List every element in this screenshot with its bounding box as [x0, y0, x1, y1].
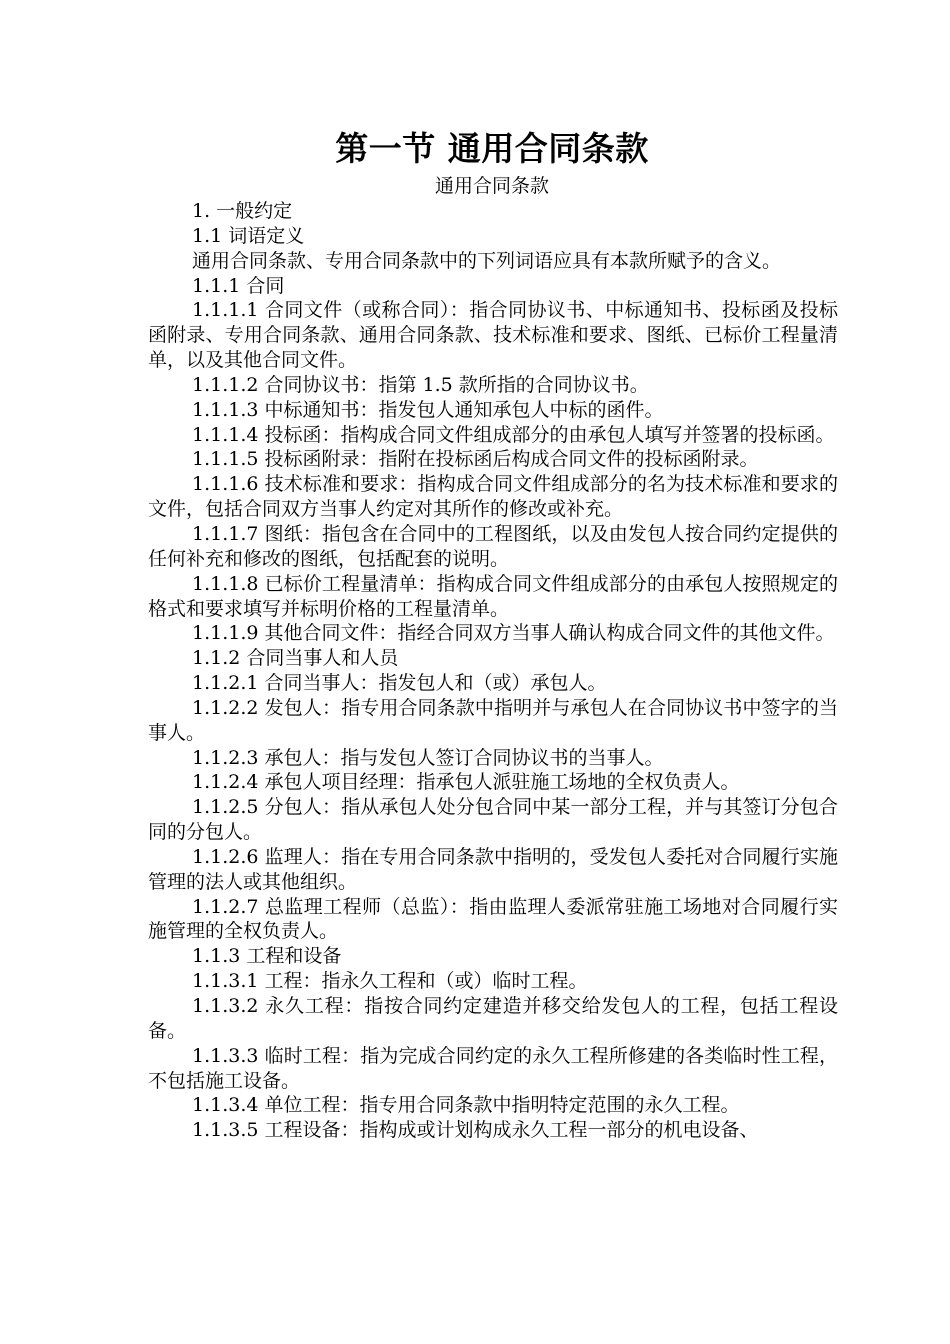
- paragraph: 1. 一般约定: [192, 200, 293, 222]
- paragraph: 1.1 词语定义: [192, 224, 305, 247]
- paragraph: 1.1.1.6 技术标准和要求：指构成合同文件组成部分的名为技术标准和要求的文件，包括合同双方当事人约定对其所作的修改或补充。: [148, 473, 838, 521]
- paragraph: 1.1.3.1 工程：指永久工程和（或）临时工程。: [192, 970, 588, 993]
- document-body: [148, 199, 838, 1143]
- paragraph: 1.1.1.3 中标通知书：指发包人通知承包人中标的函件。: [192, 398, 664, 421]
- page-subtitle: 通用合同条款: [434, 175, 549, 197]
- paragraph: 1.1.2.1 合同当事人：指发包人和（或）承包人。: [192, 672, 607, 695]
- paragraph: 通用合同条款、专用合同条款中的下列词语应具有本款所赋予的含义。: [192, 249, 782, 272]
- paragraph: 1.1.1.1 合同文件（或称合同）：指合同协议书、中标通知书、投标函及投标函附录、专用合同条款、通用合同条款、技术标准和要求、图纸、已标价工程量清单，以及其他合同文件。: [148, 299, 838, 372]
- paragraph: 1.1.1.2 合同协议书：指第 1.5 款所指的合同协议书。: [192, 373, 649, 396]
- paragraph: 1.1.1 合同: [192, 274, 285, 297]
- paragraph: 1.1.3.3 临时工程：指为完成合同约定的永久工程所修建的各类临时性工程，不包括施工设备。: [148, 1044, 838, 1092]
- page-title: 第一节 通用合同条款: [335, 129, 649, 168]
- paragraph: 1.1.2.2 发包人：指专用合同条款中指明并与承包人在合同协议书中签字的当事人。: [148, 696, 838, 744]
- paragraph: 1.1.1.7 图纸：指包含在合同中的工程图纸，以及由发包人按合同约定提供的任何补充和修改的图纸，包括配套的说明。: [148, 522, 838, 570]
- paragraph: 1.1.1.4 投标函：指构成合同文件组成部分的由承包人填写并签署的投标函。: [192, 423, 835, 446]
- paragraph: 1.1.2.5 分包人：指从承包人处分包合同中某一部分工程，并与其签订分包合同的分包人。: [148, 796, 838, 844]
- paragraph: 1.1.2.7 总监理工程师（总监）：指由监理人委派常驻施工场地对合同履行实施管理的全权负责人。: [148, 895, 838, 943]
- paragraph: 1.1.3.5 工程设备：指构成或计划构成永久工程一部分的机电设备、: [192, 1119, 759, 1142]
- paragraph: 1.1.1.8 已标价工程量清单：指构成合同文件组成部分的由承包人按照规定的格式和要求填写并标明价格的工程量清单。: [148, 572, 838, 620]
- paragraph: 1.1.3.4 单位工程：指专用合同条款中指明特定范围的永久工程。: [192, 1094, 740, 1117]
- paragraph: 1.1.2.3 承包人：指与发包人签订合同协议书的当事人。: [192, 746, 664, 769]
- paragraph: 1.1.2.4 承包人项目经理：指承包人派驻施工场地的全权负责人。: [192, 771, 740, 794]
- paragraph: 1.1.3.2 永久工程：指按合同约定建造并移交给发包人的工程，包括工程设备。: [148, 995, 838, 1042]
- paragraph: 1.1.2.6 监理人：指在专用合同条款中指明的，受发包人委托对合同履行实施管理的法人或其他组织。: [148, 845, 838, 893]
- paragraph: 1.1.1.5 投标函附录：指附在投标函后构成合同文件的投标函附录。: [192, 448, 759, 471]
- paragraph: 1.1.3 工程和设备: [192, 945, 342, 968]
- paragraph: 1.1.2 合同当事人和人员: [192, 647, 399, 670]
- paragraph: 1.1.1.9 其他合同文件：指经合同双方当事人确认构成合同文件的其他文件。: [192, 622, 835, 645]
